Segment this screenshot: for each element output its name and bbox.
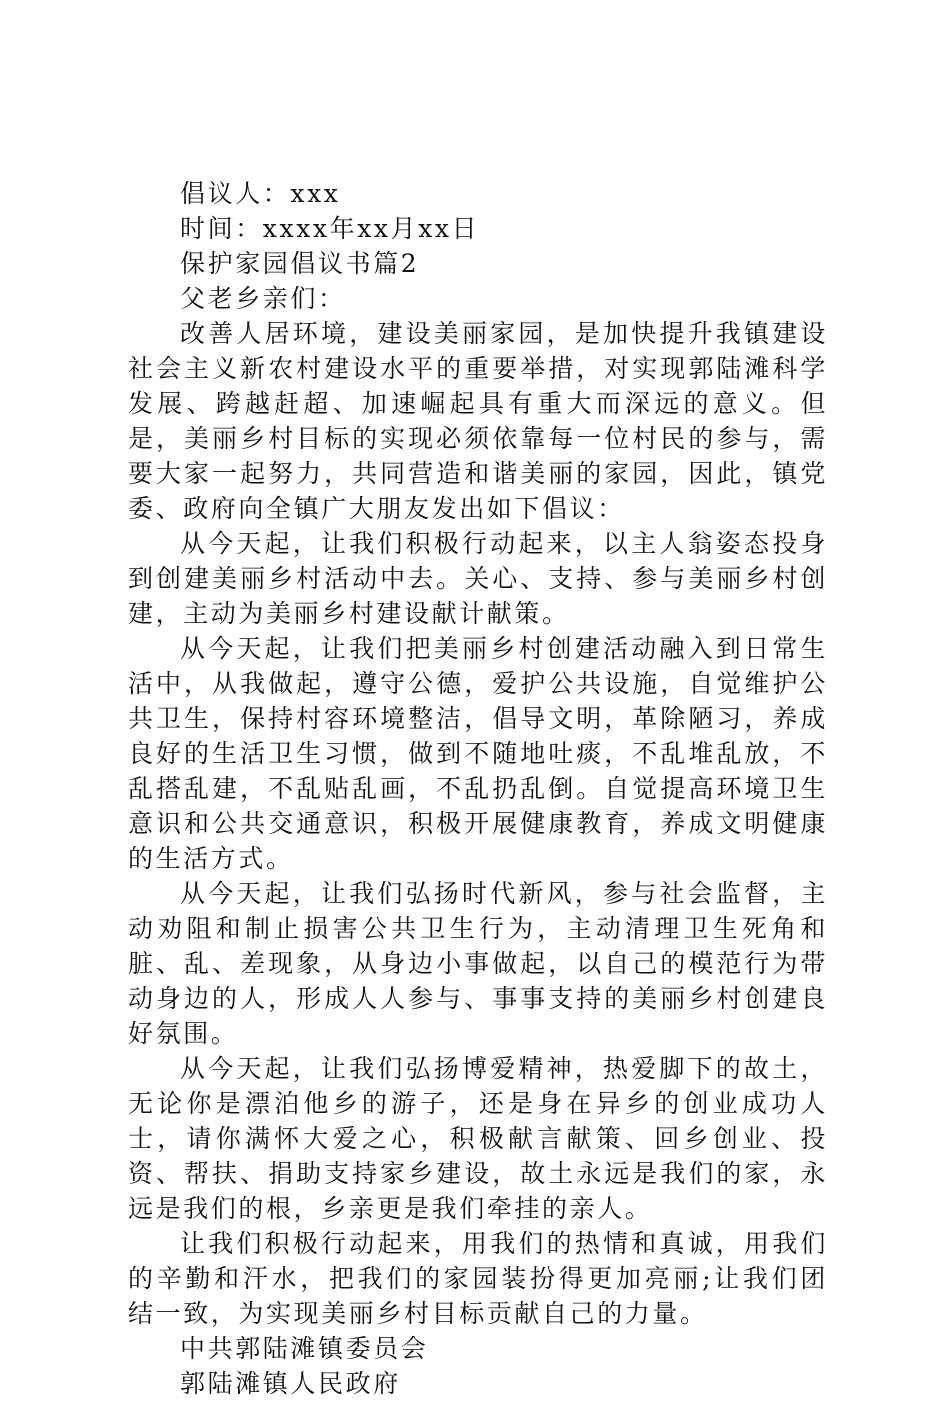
paragraph-proposal-3: 从今天起，让我们弘扬时代新风，参与社会监督，主动劝阻和制止损害公共卫生行为，主动清理卫生死角和脏、乱、差现象，从身边小事做起，以自己的模范行为带动身边的人，形成人人参与、事事支持的美丽乡村创建良好氛围。	[128, 879, 828, 1048]
paragraph-proposal-1: 从今天起，让我们积极行动起来，以主人翁姿态投身到创建美丽乡村活动中去。关心、支持、参与美丽乡村创建，主动为美丽乡村建设献计献策。	[128, 529, 828, 628]
paragraph-intro: 改善人居环境，建设美丽家园，是加快提升我镇建设社会主义新农村建设水平的重要举措，对实现郭陆滩科学发展、跨越赶超、加速崛起具有重大而深远的意义。但是，美丽乡村目标的实现必须依靠每一位村民的参与，需要大家一起努力，共同营造和谐美丽的家园，因此，镇党委、政府向全镇广大朋友发出如下倡议：	[128, 319, 828, 523]
salutation: 父老乡亲们：	[180, 284, 346, 313]
document-body	[128, 176, 828, 1401]
signature-party-committee: 中共郭陆滩镇委员会	[180, 1334, 429, 1363]
section-title: 保护家园倡议书篇2	[180, 249, 420, 278]
date-line: 时间：xxxx年xx月xx日	[180, 214, 480, 243]
paragraph-closing: 让我们积极行动起来，用我们的热情和真诚，用我们的辛勤和汗水，把我们的家园装扮得更加亮丽;让我们团结一致，为实现美丽乡村目标贡献自己的力量。	[128, 1229, 828, 1328]
signature-government: 郭陆滩镇人民政府	[180, 1369, 401, 1398]
paragraph-proposal-4: 从今天起，让我们弘扬博爱精神，热爱脚下的故土，无论你是漂泊他乡的游子，还是身在异乡的创业成功人士，请你满怀大爱之心，积极献言献策、回乡创业、投资、帮扶、捐助支持家乡建设，故土永远是我们的家，永远是我们的根，乡亲更是我们牵挂的亲人。	[128, 1054, 828, 1223]
proposer-line: 倡议人：xxx	[180, 179, 341, 208]
paragraph-proposal-2: 从今天起，让我们把美丽乡村创建活动融入到日常生活中，从我做起，遵守公德，爱护公共设施，自觉维护公共卫生，保持村容环境整洁，倡导文明，革除陋习，养成良好的生活卫生习惯，做到不随地吐痰，不乱堆乱放，不乱搭乱建，不乱贴乱画，不乱扔乱倒。自觉提高环境卫生意识和公共交通意识，积极开展健康教育，养成文明健康的生活方式。	[128, 634, 828, 873]
